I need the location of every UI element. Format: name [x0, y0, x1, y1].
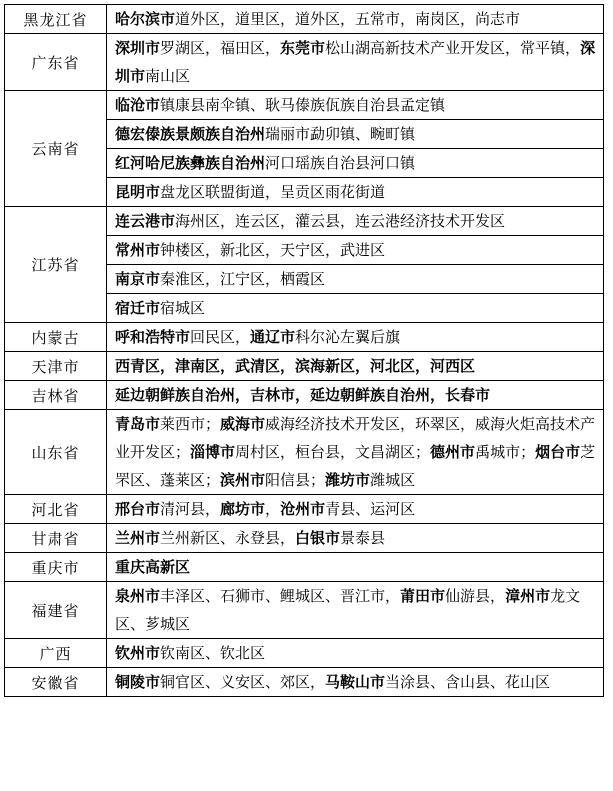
city-name: 威海市	[220, 415, 266, 433]
province-cell: 内蒙古	[5, 323, 107, 352]
region-table-body	[5, 5, 604, 697]
city-name: 常州市	[115, 241, 161, 259]
cities-cell	[107, 236, 604, 265]
city-name: 淄博市	[190, 443, 236, 461]
province-cell: 广东省	[5, 34, 107, 91]
district-text: 周村区，桓台县，文昌湖区；	[235, 443, 431, 461]
province-cell: 广西	[5, 639, 107, 668]
city-name: 莆田市	[400, 587, 446, 605]
district-text: 海州区，连云区，灌云县，连云港经济技术开发区	[175, 212, 506, 230]
district-text: 威海经济技术开发区，环翠区，威海火炬高技术产业开发区；	[115, 415, 596, 461]
district-text: 罗湖区，福田区，	[160, 39, 281, 57]
table-row	[5, 639, 604, 668]
province-cell: 福建省	[5, 582, 107, 639]
city-name: 沧州市	[280, 500, 326, 518]
cities-cell	[107, 34, 604, 91]
district-text: 阳信县；	[265, 471, 326, 489]
district-text: ，	[265, 500, 281, 518]
district-text: 铜官区、义安区、郊区，	[160, 673, 326, 691]
district-text: 盘龙区联盟街道，呈贡区雨花街道	[160, 183, 386, 201]
province-cell: 甘肃省	[5, 524, 107, 553]
city-name: 泉州市	[115, 587, 161, 605]
city-name: 潍坊市	[325, 471, 371, 489]
cities-cell	[107, 495, 604, 524]
province-cell: 云南省	[5, 91, 107, 207]
cities-cell	[107, 639, 604, 668]
city-name: 重庆高新区	[115, 558, 191, 576]
city-name: 临沧市	[115, 96, 161, 114]
province-cell: 天津市	[5, 352, 107, 381]
district-text: 青县、运河区	[325, 500, 416, 518]
cities-cell	[107, 294, 604, 323]
district-text: 钦南区、钦北区	[160, 644, 266, 662]
table-row	[5, 5, 604, 34]
district-text: 仙游县，	[445, 587, 506, 605]
cities-cell	[107, 410, 604, 495]
district-text: 镇康县南伞镇、耿马傣族佤族自治县孟定镇	[160, 96, 446, 114]
district-text: 科尔沁左翼后旗	[295, 328, 401, 346]
province-cell: 黑龙江省	[5, 5, 107, 34]
city-name: 呼和浩特市	[115, 328, 191, 346]
province-cell: 山东省	[5, 410, 107, 495]
district-text: 禹城市；	[475, 443, 536, 461]
district-text: 兰州新区、永登县，	[160, 529, 296, 547]
province-cell: 安徽省	[5, 668, 107, 697]
district-text: 芝罘区、蓬莱区；	[115, 443, 596, 489]
district-text: 龙文区、芗城区	[115, 587, 581, 633]
cities-cell	[107, 5, 604, 34]
city-name: 西青区，津南区，武清区，滨海新区，河北区，河西区	[115, 357, 476, 375]
district-text: 秦淮区，江宁区，栖霞区	[160, 270, 326, 288]
city-name: 兰州市	[115, 529, 161, 547]
cities-cell	[107, 524, 604, 553]
district-text: 瑞丽市勐卯镇、畹町镇	[265, 125, 416, 143]
table-row	[5, 410, 604, 495]
city-name: 白银市	[295, 529, 341, 547]
cities-cell	[107, 668, 604, 697]
cities-cell	[107, 553, 604, 582]
table-row	[5, 553, 604, 582]
city-name: 红河哈尼族彝族自治州	[115, 154, 266, 172]
table-row	[5, 381, 604, 410]
cities-cell	[107, 323, 604, 352]
table-row	[5, 668, 604, 697]
table-row	[5, 495, 604, 524]
district-text: 莱西市；	[160, 415, 221, 433]
district-text: 松山湖高新技术产业开发区，常平镇，	[325, 39, 581, 57]
city-name: 南京市	[115, 270, 161, 288]
city-name: 烟台市	[535, 443, 581, 461]
district-text: 清河县，	[160, 500, 221, 518]
cities-cell	[107, 149, 604, 178]
table-row	[5, 352, 604, 381]
city-name: 铜陵市	[115, 673, 161, 691]
city-name: 邢台市	[115, 500, 161, 518]
cities-cell	[107, 120, 604, 149]
cities-cell	[107, 265, 604, 294]
province-cell: 吉林省	[5, 381, 107, 410]
cities-cell	[107, 381, 604, 410]
district-text: 宿城区	[160, 299, 206, 317]
district-text: 道外区，道里区，道外区，五常市，南岗区，尚志市	[175, 10, 521, 28]
city-name: 马鞍山市	[325, 673, 386, 691]
province-cell: 重庆市	[5, 553, 107, 582]
region-table	[4, 4, 604, 697]
district-text: 当涂县、含山县、花山区	[385, 673, 551, 691]
city-name: 宿迁市	[115, 299, 161, 317]
city-name: 哈尔滨市	[115, 10, 176, 28]
city-name: 德州市	[430, 443, 476, 461]
city-name: 漳州市	[505, 587, 551, 605]
district-text: 南山区	[145, 67, 191, 85]
city-name: 通辽市	[250, 328, 296, 346]
table-row	[5, 524, 604, 553]
table-row	[5, 582, 604, 639]
district-text: 丰泽区、石狮市、鲤城区、晋江市，	[160, 587, 401, 605]
district-text: 潍城区	[370, 471, 416, 489]
province-cell: 江苏省	[5, 207, 107, 323]
district-text: 回民区，	[190, 328, 251, 346]
cities-cell	[107, 352, 604, 381]
city-name: 延边朝鲜族自治州，吉林市，延边朝鲜族自治州，长春市	[115, 386, 491, 404]
city-name: 钦州市	[115, 644, 161, 662]
cities-cell	[107, 178, 604, 207]
table-row	[5, 323, 604, 352]
province-cell: 河北省	[5, 495, 107, 524]
city-name: 昆明市	[115, 183, 161, 201]
cities-cell	[107, 91, 604, 120]
cities-cell	[107, 582, 604, 639]
city-name: 深圳市	[115, 39, 161, 57]
city-name: 连云港市	[115, 212, 176, 230]
city-name: 德宏傣族景颇族自治州	[115, 125, 266, 143]
city-name: 东莞市	[280, 39, 326, 57]
table-row	[5, 34, 604, 91]
city-name: 滨州市	[220, 471, 266, 489]
city-name: 青岛市	[115, 415, 161, 433]
district-text: 河口瑶族自治县河口镇	[265, 154, 416, 172]
district-text: 钟楼区，新北区，天宁区，武进区	[160, 241, 386, 259]
table-row	[5, 207, 604, 236]
city-name: 廊坊市	[220, 500, 266, 518]
table-row	[5, 91, 604, 120]
city-name: 深圳市	[115, 39, 596, 85]
cities-cell	[107, 207, 604, 236]
district-text: 景泰县	[340, 529, 386, 547]
